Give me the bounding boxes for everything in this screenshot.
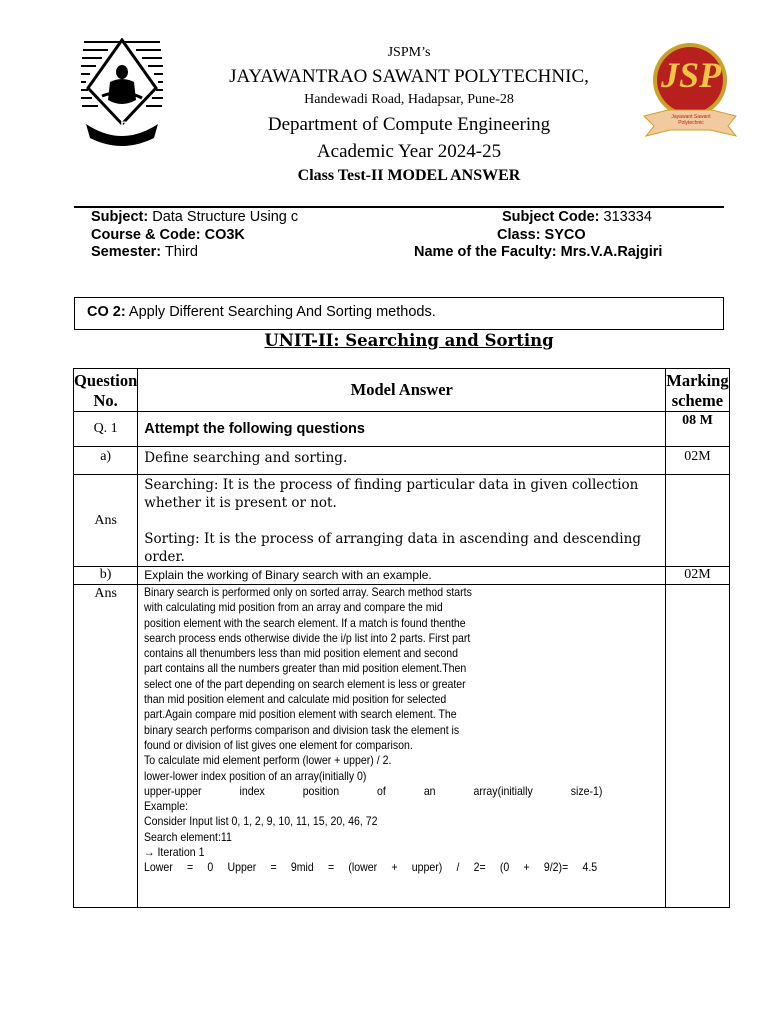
unit-title: UNIT-II: Searching and Sorting [264, 331, 554, 350]
model-answer-table [73, 368, 730, 908]
searching-definition: Searching: It is the process of finding particular data in given collection whether it is present or not. [144, 477, 639, 511]
word: 9mid [291, 860, 315, 875]
word: 9/2)= [544, 860, 569, 875]
word: an [424, 783, 436, 798]
answer-line: Example: [144, 799, 189, 814]
course-code: Course & Code: CO3K [91, 227, 245, 243]
subject-code-label: Subject Code: [502, 209, 600, 225]
jspm-logo-text: JSPM [105, 120, 139, 132]
subject-line [91, 209, 298, 225]
table-row [74, 567, 730, 585]
answer-line: part contains all the numbers greater than mid position element.Then [144, 661, 467, 676]
header-model-answer: Model Answer [138, 369, 666, 412]
word: (0 [500, 860, 510, 875]
qa-number: a) [74, 447, 138, 475]
org-name: JSPM’s [387, 45, 431, 60]
word: = [187, 860, 194, 875]
answer-line: than mid position element and calculate mid position for selected [144, 692, 447, 707]
co-label: CO 2: [87, 304, 126, 320]
qa-text: Define searching and sorting. [138, 447, 666, 475]
qa-marks: 02M [666, 447, 729, 475]
q1-marks: 08 M [666, 412, 729, 447]
binary-search-answer [144, 585, 602, 876]
subject-value: Data Structure Using c [152, 209, 299, 225]
word: upper-upper [144, 783, 202, 798]
word: index [239, 783, 266, 798]
answer-line: Binary search is performed only on sorted array. Search method starts [144, 585, 473, 599]
answer-line: part.Again compare mid position element with search element. The [144, 707, 457, 722]
faculty-name: Name of the Faculty: Mrs.V.A.Rajgiri [414, 244, 663, 260]
ans-b-cell [138, 585, 666, 908]
answer-line: search process ends otherwise divide the i/p list into 2 parts. First part [144, 630, 471, 645]
qb-marks: 02M [666, 567, 729, 585]
ans-a-cell [138, 475, 666, 567]
table-row [74, 412, 730, 447]
table-row [74, 447, 730, 475]
jsp-logo-caption: Jayawant Sawant Polytechnic [671, 114, 711, 126]
table-row [74, 585, 730, 908]
test-title: Class Test-II MODEL ANSWER [297, 167, 521, 184]
answer-line: lower-lower index position of an array(initially 0) [144, 768, 367, 783]
subject-code-line [502, 209, 652, 225]
department-name: Department of Compute Engineering [267, 114, 551, 135]
course-outcome-box [74, 297, 724, 330]
q1-text: Attempt the following questions [138, 412, 666, 447]
word: / [456, 860, 460, 875]
subject-code-value: 313334 [603, 209, 652, 225]
word: Upper [227, 860, 257, 875]
qb-number: b) [74, 567, 138, 585]
answer-line: position element with the search element. If a match is found thenthe [144, 615, 466, 630]
semester-label: Semester: [91, 244, 162, 260]
table-header-row [74, 369, 730, 412]
word: (lower [348, 860, 378, 875]
word: = [270, 860, 277, 875]
header-divider [74, 206, 724, 208]
table-row [74, 475, 730, 567]
answer-line: → Iteration 1 [144, 845, 205, 860]
answer-line: Search element:11 [144, 829, 233, 844]
word: = [328, 860, 335, 875]
co-text: Apply Different Searching And Sorting methods. [128, 304, 436, 320]
academic-year: Academic Year 2024-25 [316, 141, 502, 162]
subject-label: Subject: [91, 209, 149, 225]
semester-value: Third [164, 244, 198, 260]
sorting-definition: Sorting: It is the process of arranging data in ascending and descending order. [144, 531, 641, 565]
jspm-logo [78, 38, 166, 146]
word: + [523, 860, 530, 875]
ans-a-label: Ans [74, 475, 138, 567]
word: size-1) [571, 783, 603, 798]
ans-b-label: Ans [74, 585, 138, 908]
ans-a-marks [666, 475, 729, 567]
answer-line: with calculating mid position from an array and compare the mid [144, 600, 444, 615]
word: Lower [144, 860, 174, 875]
ans-b-marks [666, 585, 729, 908]
word: position [302, 783, 340, 798]
answer-line: select one of the part depending on search element is less or greater [144, 676, 466, 691]
header-question-no: Question No. [74, 369, 138, 412]
qb-text: Explain the working of Binary search with an example. [138, 567, 666, 585]
word: upper) [411, 860, 443, 875]
answer-line: binary search performs comparison and division task the element is [144, 722, 460, 737]
class-label: Class: SYCO [497, 227, 586, 243]
q1-number: Q. 1 [74, 412, 138, 447]
word: array(initially [473, 783, 534, 798]
answer-line: To calculate mid element perform (lower + upper) / 2. [144, 753, 392, 768]
answer-line: Consider Input list 0, 1, 2, 9, 10, 11, 15, 20, 46, 72 [144, 814, 378, 829]
upper-index-line [144, 784, 602, 799]
iteration-line [144, 860, 597, 875]
word: + [391, 860, 398, 875]
answer-line: contains all thenumbers less than mid position element and second [144, 646, 459, 661]
jsp-logo-text: JSP [660, 55, 721, 95]
word: 0 [207, 860, 214, 875]
college-name: JAYAWANTRAO SAWANT POLYTECHNIC, [229, 66, 589, 87]
word: of [377, 783, 387, 798]
header-marking-scheme: Marking scheme [666, 369, 729, 412]
semester-line [91, 244, 198, 260]
college-address: Handewadi Road, Hadapsar, Pune-28 [304, 92, 514, 107]
word: 2= [473, 860, 486, 875]
word: 4.5 [582, 860, 598, 875]
answer-line: found or division of list gives one element for comparison. [144, 737, 414, 752]
